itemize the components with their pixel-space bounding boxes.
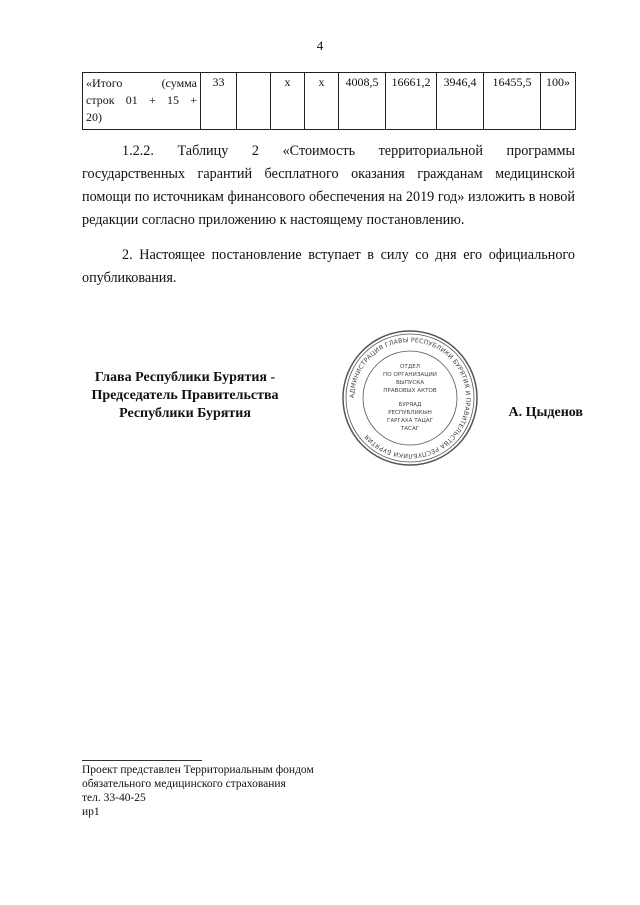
page-number: 4 xyxy=(316,38,324,53)
row-label-line xyxy=(86,109,197,126)
table-cell: 100» xyxy=(541,73,576,130)
row-label-word: 15 xyxy=(166,93,179,107)
seal-inner-line: ПРАВОВЫХ АКТОВ xyxy=(383,388,437,394)
signatory-title-line: Председатель Правительства xyxy=(91,388,279,403)
seal-inner-line: ТАСАГ xyxy=(400,426,420,432)
seal-outer-text: АДМИНИСТРАЦИЯ ГЛАВЫ РЕСПУБЛИКИ БУРЯТИЯ И ПРАВИТЕЛЬСТВА РЕСПУБЛИКИ БУРЯТИЯ xyxy=(348,336,472,460)
row-label-line xyxy=(86,75,197,92)
table-cell: x xyxy=(271,73,305,130)
paragraph-text: 1.2.2. Таблицу 2 «Стоимость территориальной программы государственных гарантий бесплатного оказания гражданам медицинской помощи по источникам финансового обеспечения на 2019 год» изложить в новой редакции согласно приложению к настоящему постановлению. xyxy=(82,143,575,228)
signatory-title-line: Республики Бурятия xyxy=(119,406,251,421)
row-label-cell xyxy=(83,73,201,130)
table-cell: 3946,4 xyxy=(437,73,484,130)
table-cell: 4008,5 xyxy=(339,73,386,130)
official-seal-stamp xyxy=(340,328,480,468)
seal-inner-line: ВЫПУСКА xyxy=(395,380,425,386)
totals-table xyxy=(82,72,576,130)
table-cell: 16661,2 xyxy=(386,73,437,130)
signatory-title-line: Глава Республики Бурятия - xyxy=(94,370,276,385)
seal-inner-line: ГАРГАХА ТАЦАГ xyxy=(386,418,434,424)
signatory-name: А. Цыденов xyxy=(508,405,583,420)
footer-line: ир1 xyxy=(82,806,100,818)
seal-inner-line: ПО ОРГАНИЗАЦИИ xyxy=(383,372,437,378)
row-label-word: «Итого xyxy=(86,76,123,90)
seal-inner-line: РЕСПУБЛИКЫН xyxy=(388,410,432,416)
row-label-word: 01 xyxy=(125,93,138,107)
footer-line: Проект представлен Территориальным фондом xyxy=(82,764,314,776)
table-cell: x xyxy=(305,73,339,130)
signatory-title xyxy=(82,369,288,423)
footer-line: тел. 33-40-25 xyxy=(82,792,146,804)
row-label-word: 20) xyxy=(86,110,102,124)
table-cell xyxy=(237,73,271,130)
row-label-line xyxy=(86,92,197,109)
seal-inner-line: БУРЯАД xyxy=(398,402,422,408)
footer-line: обязательного медицинского страхования xyxy=(82,778,286,790)
table-row xyxy=(83,73,576,130)
footer-divider xyxy=(82,760,202,761)
table-cell: 16455,5 xyxy=(484,73,541,130)
paragraph-effective-date xyxy=(82,244,575,290)
footer-note xyxy=(82,763,402,819)
paragraph-table-amendment xyxy=(82,140,575,232)
row-label-word: + xyxy=(148,93,156,107)
paragraph-text: 2. Настоящее постановление вступает в силу со дня его официального опубликования. xyxy=(82,247,575,286)
table-cell: 33 xyxy=(201,73,237,130)
seal-inner-line: ОТДЕЛ xyxy=(400,364,420,370)
row-label-word: строк xyxy=(86,93,115,107)
row-label-word: + xyxy=(190,93,197,107)
svg-text:АДМИНИСТРАЦИЯ ГЛАВЫ РЕСПУБЛИКИ xyxy=(349,337,471,459)
row-label-word: (сумма xyxy=(161,76,197,90)
